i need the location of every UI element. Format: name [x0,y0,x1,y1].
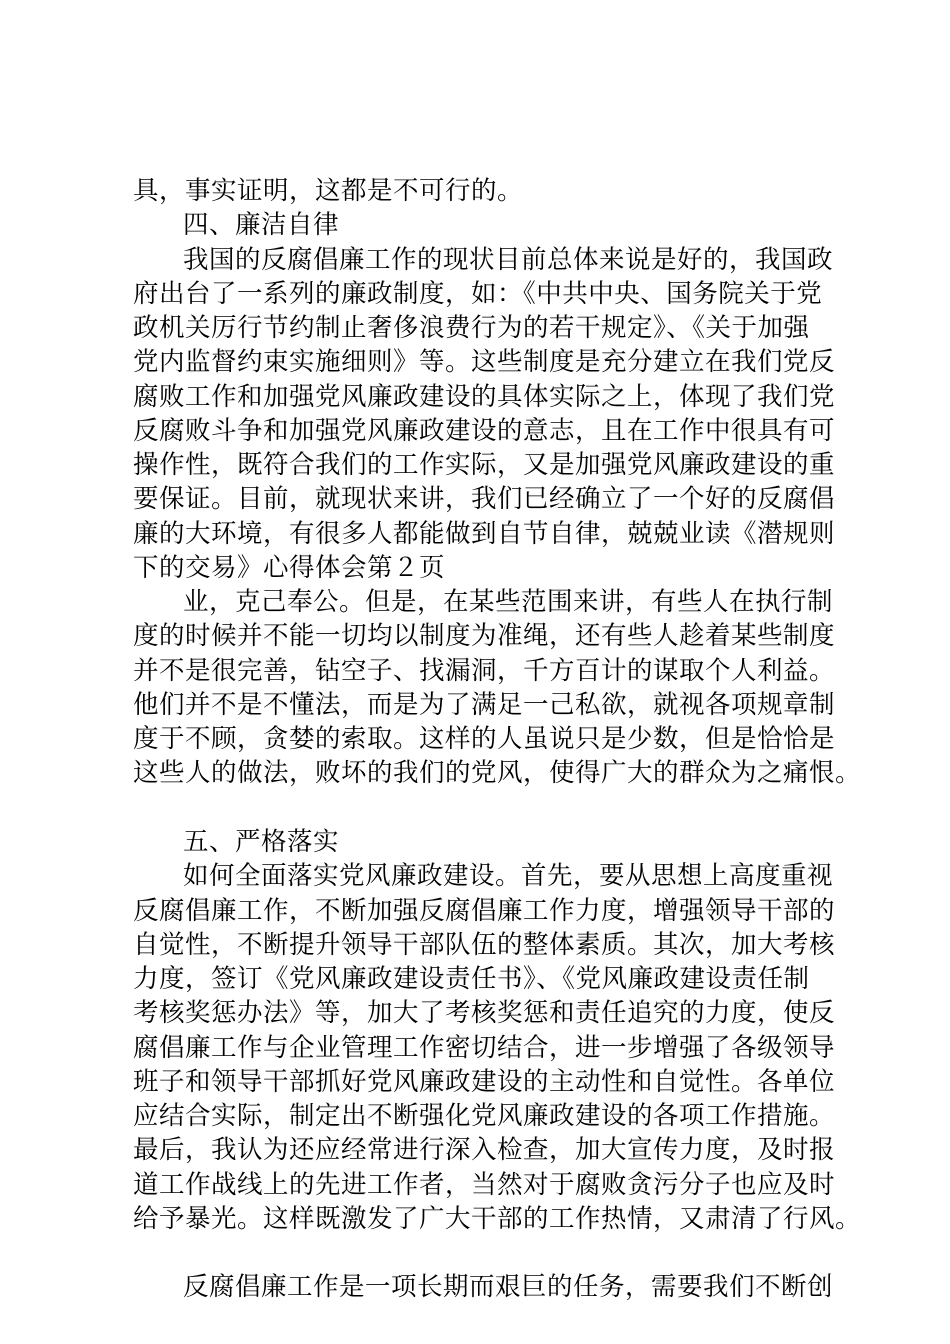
text-line: 自觉性，不断提升领导干部队伍的整体素质。其次，加大考核 [133,930,836,960]
text-line: 并不是很完善，钻空子、找漏洞，千方百计的谋取个人利益。 [133,656,836,686]
text-line: 要保证。目前，就现状来讲，我们已经确立了一个好的反腐倡 [133,484,836,514]
text-line: 最后，我认为还应经常进行深入检查，加大宣传力度，及时报 [133,1135,836,1165]
text-line: 府出台了一系列的廉政制度，如：《中共中央、国务院关于党 [133,279,823,309]
text-line: 道工作战线上的先进工作者，当然对于腐败贪污分子也应及时 [133,1170,836,1200]
text-line: 腐败工作和加强党风廉政建设的具体实际之上，体现了我们党 [133,382,836,412]
text-line: 操作性，既符合我们的工作实际，又是加强党风廉政建设的重 [133,450,836,480]
text-line: 考核奖惩办法》等，加大了考核奖惩和责任追究的力度，使反 [133,998,836,1028]
text-line: 业，克己奉公。但是，在某些范围来讲，有些人在执行制 [183,587,834,617]
text-line: 度于不顾，贪婪的索取。这样的人虽说只是少数，但是恰恰是 [133,724,836,754]
text-line: 反腐倡廉工作是一项长期而艰巨的任务，需要我们不断创 [183,1272,834,1302]
text-line: 下的交易》心得体会第２页 [133,553,446,583]
text-line: 政机关厉行节约制止奢侈浪费行为的若干规定》、《关于加强 [133,313,810,343]
text-line: 班子和领导干部抓好党风廉政建设的主动性和自觉性。各单位 [133,1067,836,1097]
text-line: 腐倡廉工作与企业管理工作密切结合，进一步增强了各级领导 [133,1033,836,1063]
text-line: 反腐败斗争和加强党风廉政建设的意志，且在工作中很具有可 [133,416,836,446]
text-line: 这些人的做法，败坏的我们的党风，使得广大的群众为之痛恨。 [133,758,862,788]
text-line: 应结合实际，制定出不断强化党风廉政建设的各项工作措施。 [133,1101,836,1131]
text-line: 他们并不是不懂法，而是为了满足一己私欲，就视各项规章制 [133,690,836,720]
text-line: 如何全面落实党风廉政建设。首先，要从思想上高度重视 [183,861,834,891]
section-heading: 四、廉洁自律 [183,210,340,240]
text-line: 廉的大环境，有很多人都能做到自节自律，兢兢业读《潜规则 [133,519,836,549]
text-line: 度的时候并不能一切均以制度为准绳，还有些人趁着某些制度 [133,621,836,651]
text-line: 力度，签订《党风廉政建设责任书》、《党风廉政建设责任制 [133,964,810,994]
text-line: 给予暴光。这样既激发了广大干部的工作热情，又肃清了行风。 [133,1204,862,1234]
text-line: 我国的反腐倡廉工作的现状目前总体来说是好的，我国政 [183,245,834,275]
section-heading: 五、严格落实 [183,827,340,857]
text-line: 反腐倡廉工作，不断加强反腐倡廉工作力度，增强领导干部的 [133,896,836,926]
text-line: 党内监督约束实施细则》等。这些制度是充分建立在我们党反 [133,347,836,377]
text-line: 具，事实证明，这都是不可行的。 [133,176,524,206]
